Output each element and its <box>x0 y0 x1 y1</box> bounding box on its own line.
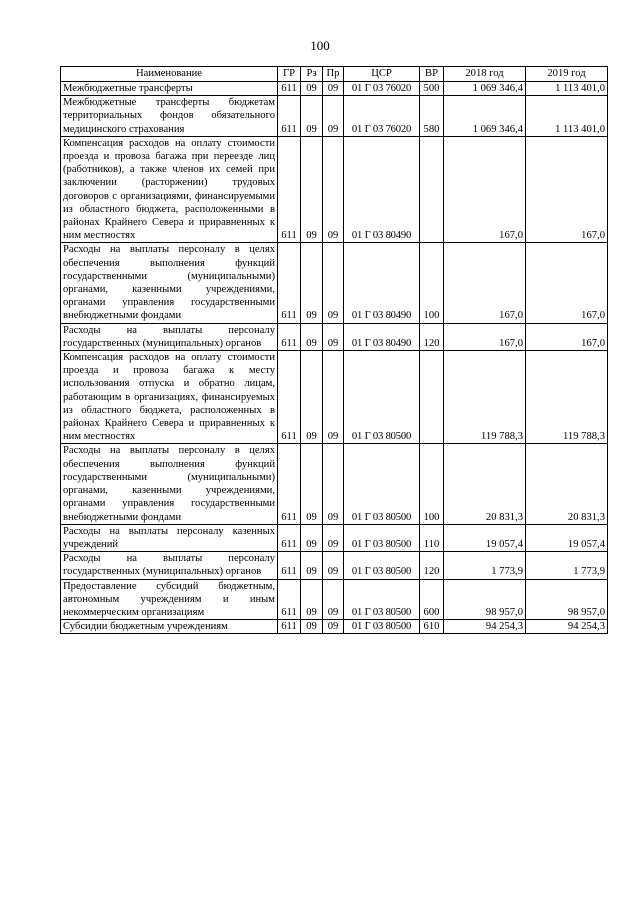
row-gr: 611 <box>278 82 301 96</box>
row-2018: 167,0 <box>444 243 526 323</box>
page-number: 100 <box>310 38 330 53</box>
row-rz: 09 <box>301 323 323 350</box>
row-csr: 01 Г 03 80500 <box>344 524 420 551</box>
row-csr: 01 Г 03 80500 <box>344 351 420 444</box>
row-2019: 1 113 401,0 <box>526 96 608 137</box>
row-pr: 09 <box>323 96 344 137</box>
row-2019: 167,0 <box>526 323 608 350</box>
table-row <box>61 82 608 96</box>
table-row <box>61 136 608 243</box>
row-rz: 09 <box>301 579 323 620</box>
header-rz: Рз <box>301 67 323 82</box>
row-2018: 94 254,3 <box>444 620 526 634</box>
row-pr: 09 <box>323 444 344 524</box>
row-vr: 110 <box>420 524 444 551</box>
table-row <box>61 323 608 350</box>
row-pr: 09 <box>323 620 344 634</box>
table-row <box>61 552 608 579</box>
header-name: Наименование <box>61 67 278 82</box>
row-rz: 09 <box>301 136 323 243</box>
row-csr: 01 Г 03 76020 <box>344 82 420 96</box>
row-rz: 09 <box>301 96 323 137</box>
row-pr: 09 <box>323 82 344 96</box>
row-vr: 100 <box>420 444 444 524</box>
row-pr: 09 <box>323 579 344 620</box>
row-gr: 611 <box>278 323 301 350</box>
row-2018: 119 788,3 <box>444 351 526 444</box>
row-2018: 167,0 <box>444 323 526 350</box>
row-csr: 01 Г 03 76020 <box>344 96 420 137</box>
row-gr: 611 <box>278 351 301 444</box>
row-2019: 20 831,3 <box>526 444 608 524</box>
row-csr: 01 Г 03 80500 <box>344 444 420 524</box>
row-rz: 09 <box>301 552 323 579</box>
table-row <box>61 579 608 620</box>
row-vr: 500 <box>420 82 444 96</box>
row-gr: 611 <box>278 524 301 551</box>
row-2019: 167,0 <box>526 136 608 243</box>
row-vr: 100 <box>420 243 444 323</box>
row-name: Предоставление субсидий бюджетным, автономным учреждениям и иным некоммерческим организациям <box>61 579 278 620</box>
row-pr: 09 <box>323 323 344 350</box>
row-name: Расходы на выплаты персоналу государственных (муниципальных) органов <box>61 323 278 350</box>
row-name: Межбюджетные трансферты <box>61 82 278 96</box>
row-2018: 98 957,0 <box>444 579 526 620</box>
row-rz: 09 <box>301 243 323 323</box>
row-2018: 1 069 346,4 <box>444 96 526 137</box>
row-rz: 09 <box>301 524 323 551</box>
row-gr: 611 <box>278 579 301 620</box>
row-pr: 09 <box>323 524 344 551</box>
row-name: Расходы на выплаты персоналу в целях обеспечения выполнения функций государственными (муниципальными) органами, казенными учреждениями, органами управления государственными внебюджетными фондами <box>61 444 278 524</box>
row-gr: 611 <box>278 552 301 579</box>
table-row <box>61 243 608 323</box>
row-name: Субсидии бюджетным учреждениям <box>61 620 278 634</box>
row-vr: 600 <box>420 579 444 620</box>
row-gr: 611 <box>278 620 301 634</box>
row-name: Межбюджетные трансферты бюджетам территориальных фондов обязательного медицинского страхования <box>61 96 278 137</box>
row-csr: 01 Г 03 80490 <box>344 136 420 243</box>
row-name: Расходы на выплаты персоналу казенных учреждений <box>61 524 278 551</box>
row-2019: 167,0 <box>526 243 608 323</box>
row-name: Компенсация расходов на оплату стоимости проезда и провоза багажа к месту использования отпуска и обратно лицам, работающим в организациях, финансируемых из областного бюджета, расположенных в районах Крайнего Севера и приравненных к ним местностях <box>61 351 278 444</box>
row-pr: 09 <box>323 351 344 444</box>
row-csr: 01 Г 03 80500 <box>344 620 420 634</box>
row-pr: 09 <box>323 552 344 579</box>
row-name: Компенсация расходов на оплату стоимости проезда и провоза багажа при переезде лиц (работников), а также членов их семей при заключении (расторжении) трудовых договоров с организациями, финансируемыми из областного бюджета, расположенными в районах Крайнего Севера и приравненных к ним местностях <box>61 136 278 243</box>
header-vr: ВР <box>420 67 444 82</box>
row-csr: 01 Г 03 80490 <box>344 243 420 323</box>
header-2018: 2018 год <box>444 67 526 82</box>
row-rz: 09 <box>301 620 323 634</box>
row-gr: 611 <box>278 444 301 524</box>
table-row <box>61 444 608 524</box>
row-2018: 1 773,9 <box>444 552 526 579</box>
row-2019: 119 788,3 <box>526 351 608 444</box>
row-pr: 09 <box>323 243 344 323</box>
row-vr <box>420 136 444 243</box>
row-csr: 01 Г 03 80500 <box>344 579 420 620</box>
header-2019: 2019 год <box>526 67 608 82</box>
row-name: Расходы на выплаты персоналу государственных (муниципальных) органов <box>61 552 278 579</box>
header-pr: Пр <box>323 67 344 82</box>
header-gr: ГР <box>278 67 301 82</box>
row-2019: 1 113 401,0 <box>526 82 608 96</box>
row-rz: 09 <box>301 82 323 96</box>
header-row <box>61 67 608 82</box>
row-2019: 98 957,0 <box>526 579 608 620</box>
row-2019: 94 254,3 <box>526 620 608 634</box>
row-vr: 610 <box>420 620 444 634</box>
row-2018: 167,0 <box>444 136 526 243</box>
row-2018: 20 831,3 <box>444 444 526 524</box>
header-csr: ЦСР <box>344 67 420 82</box>
row-2019: 1 773,9 <box>526 552 608 579</box>
budget-table <box>60 66 608 634</box>
row-name: Расходы на выплаты персоналу в целях обеспечения выполнения функций государственными (муниципальными) органами, казенными учреждениями, органами управления государственными внебюджетными фондами <box>61 243 278 323</box>
row-rz: 09 <box>301 351 323 444</box>
row-2018: 1 069 346,4 <box>444 82 526 96</box>
row-pr: 09 <box>323 136 344 243</box>
row-2018: 19 057,4 <box>444 524 526 551</box>
row-csr: 01 Г 03 80490 <box>344 323 420 350</box>
row-vr: 120 <box>420 552 444 579</box>
table-row <box>61 524 608 551</box>
row-rz: 09 <box>301 444 323 524</box>
row-csr: 01 Г 03 80500 <box>344 552 420 579</box>
row-gr: 611 <box>278 243 301 323</box>
row-vr <box>420 351 444 444</box>
row-gr: 611 <box>278 96 301 137</box>
table-row <box>61 96 608 137</box>
table-row <box>61 351 608 444</box>
table-row <box>61 620 608 634</box>
row-2019: 19 057,4 <box>526 524 608 551</box>
row-gr: 611 <box>278 136 301 243</box>
row-vr: 580 <box>420 96 444 137</box>
row-vr: 120 <box>420 323 444 350</box>
